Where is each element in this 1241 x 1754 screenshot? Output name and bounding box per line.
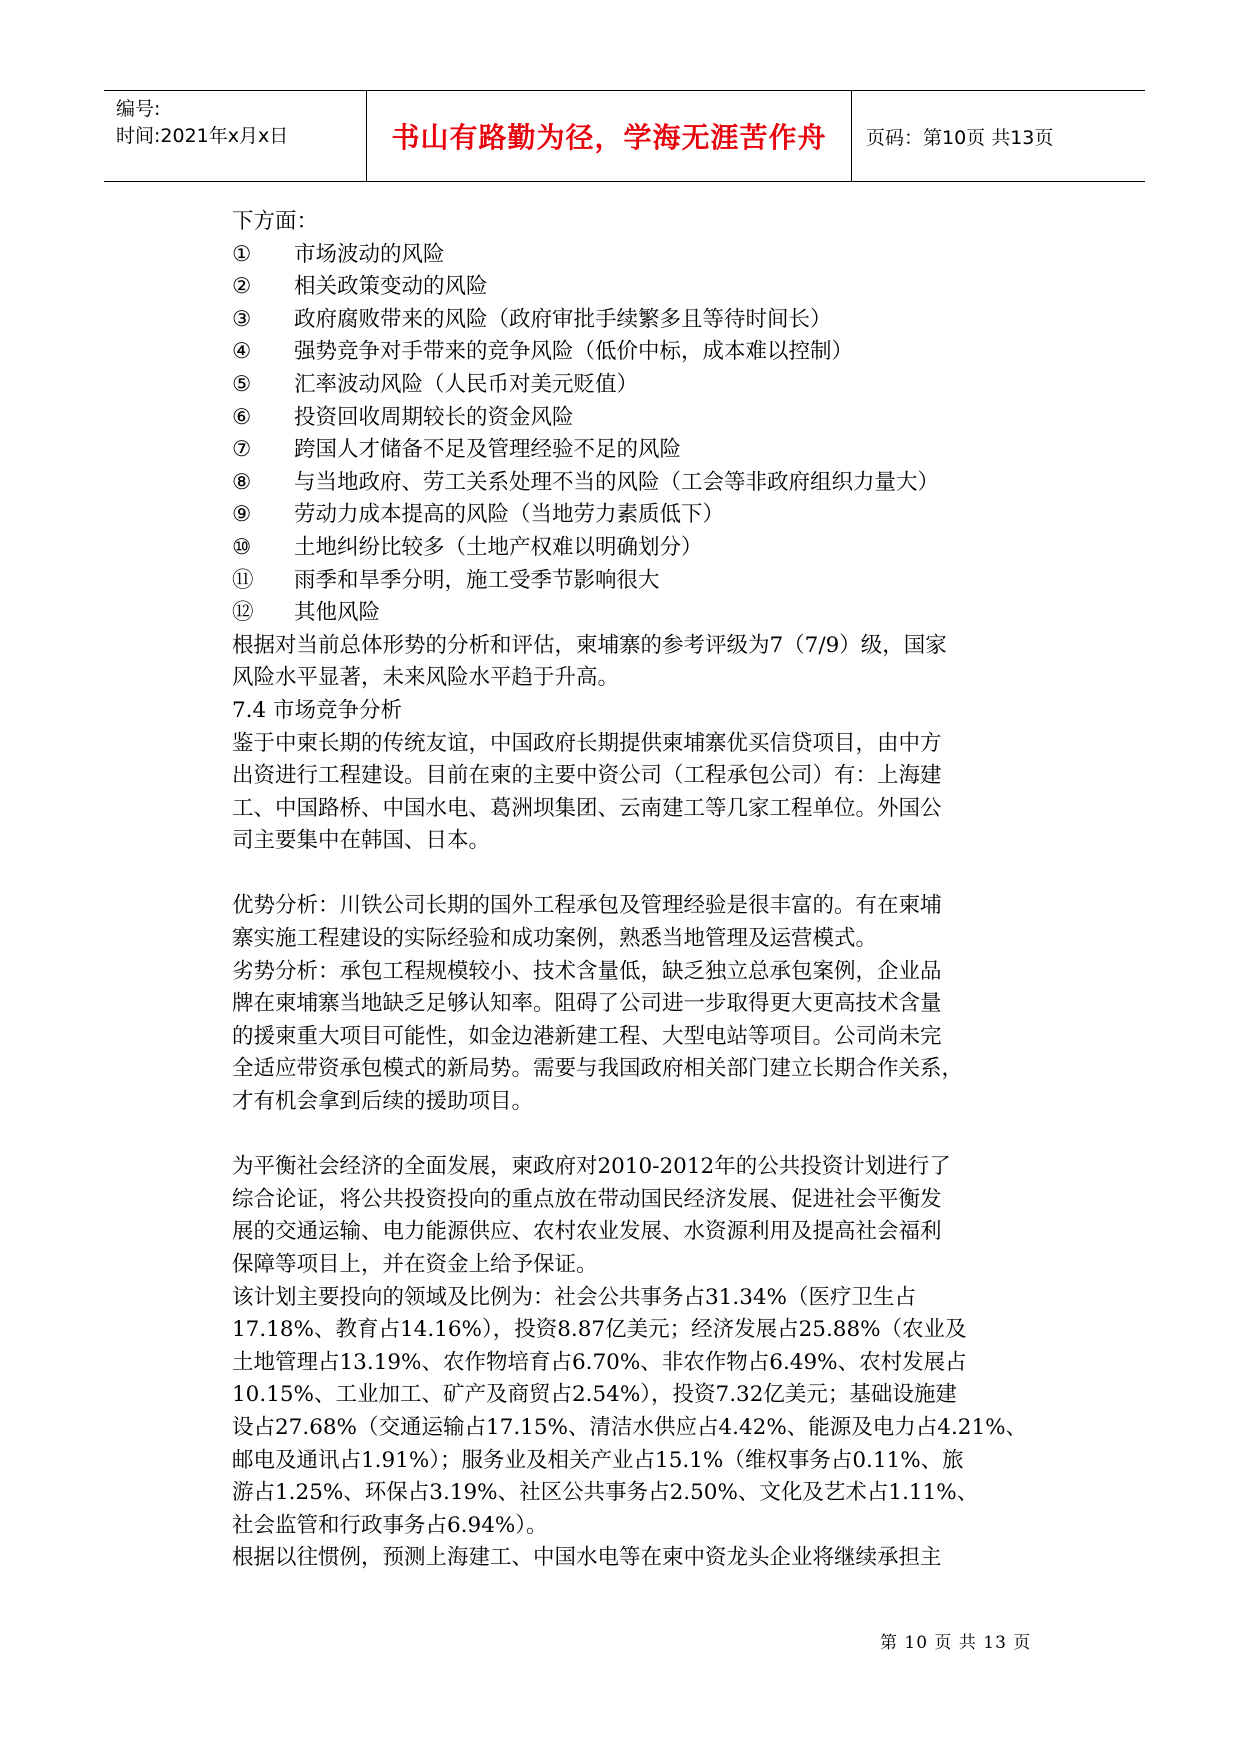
list-text: 市场波动的风险 xyxy=(294,241,445,267)
list-number: ③ xyxy=(232,306,252,332)
header-meta-cell xyxy=(104,91,367,181)
page-footer: 第 10 页 共 13 页 xyxy=(880,1633,1032,1653)
paragraph-line: 为平衡社会经济的全面发展，柬政府对2010-2012年的公共投资计划进行了 xyxy=(232,1154,951,1180)
list-number: ② xyxy=(232,274,252,300)
list-item xyxy=(232,271,1102,304)
list-number: ⑩ xyxy=(232,534,252,560)
paragraph-spacer xyxy=(232,858,1102,891)
paragraph-line: 才有机会拿到后续的援助项目。 xyxy=(232,1089,534,1115)
list-item xyxy=(232,239,1102,272)
risk-list xyxy=(232,239,1102,630)
list-number: ① xyxy=(232,241,252,267)
list-item xyxy=(232,597,1102,630)
list-number: ⑤ xyxy=(232,371,252,397)
weakness-paragraph xyxy=(232,956,1102,1119)
paragraph-line: 综合论证，将公共投资投向的重点放在带动国民经济发展、促进社会平衡发 xyxy=(232,1186,942,1212)
list-item xyxy=(232,369,1102,402)
list-number: ⑥ xyxy=(232,404,252,430)
list-number: ④ xyxy=(232,339,252,365)
header-motto: 书山有路勤为径，学海无涯苦作舟 xyxy=(367,91,852,181)
paragraph-line: 10.15%、工业加工、矿产及商贸占2.54%），投资7.32亿美元；基础设施建 xyxy=(232,1382,957,1408)
paragraph-line: 鉴于中柬长期的传统友谊，中国政府长期提供柬埔寨优买信贷项目，由中方 xyxy=(232,730,942,756)
section-title: 7.4 市场竞争分析 xyxy=(232,697,403,723)
plan-paragraph xyxy=(232,1151,1102,1281)
paragraph-line: 社会监管和行政事务占6.94%）。 xyxy=(232,1512,548,1538)
list-text: 与当地政府、劳工关系处理不当的风险（工会等非政府组织力量大） xyxy=(294,469,940,495)
list-item xyxy=(232,467,1102,500)
paragraph-line: 该计划主要投向的领域及比例为：社会公共事务占31.34%（医疗卫生占 xyxy=(232,1284,916,1310)
list-number: ⑫ xyxy=(232,600,254,626)
paragraph-line: 17.18%、教育占14.16%），投资8.87亿美元；经济发展占25.88%（农业及 xyxy=(232,1317,967,1343)
list-text: 投资回收周期较长的资金风险 xyxy=(294,404,574,430)
list-item xyxy=(232,402,1102,435)
paragraph-line: 司主要集中在韩国、日本。 xyxy=(232,828,491,854)
allocation-paragraph xyxy=(232,1282,1102,1543)
paragraph-line: 设占27.68%（交通运输占17.15%、清洁水供应占4.42%、能源及电力占4.21%、 xyxy=(232,1414,1028,1440)
paragraph-line: 优势分析：川铁公司长期的国外工程承包及管理经验是很丰富的。有在柬埔 xyxy=(232,893,942,919)
paragraph-line: 邮电及通讯占1.91%）；服务业及相关产业占15.1%（维权事务占0.11%、旅 xyxy=(232,1447,964,1473)
paragraph-spacer xyxy=(232,1119,1102,1152)
list-item xyxy=(232,336,1102,369)
paragraph-line: 保障等项目上，并在资金上给予保证。 xyxy=(232,1252,598,1277)
list-text: 其他风险 xyxy=(294,600,381,626)
paragraph-line: 寨实施工程建设的实际经验和成功案例，熟悉当地管理及运营模式。 xyxy=(232,926,878,952)
document-number-label: 编号: xyxy=(116,98,161,120)
list-item xyxy=(232,304,1102,337)
list-item xyxy=(232,434,1102,467)
closing-line: 根据以往惯例，预测上海建工、中国水电等在柬中资龙头企业将继续承担主 xyxy=(232,1545,942,1571)
paragraph-line: 土地管理占13.19%、农作物培育占6.70%、非农作物占6.49%、农村发展占 xyxy=(232,1349,967,1375)
list-text: 雨季和旱季分明，施工受季节影响很大 xyxy=(294,567,660,593)
list-number: ⑨ xyxy=(232,502,252,528)
list-item xyxy=(232,532,1102,565)
paragraph-line: 工、中国路桥、中国水电、葛洲坝集团、云南建工等几家工程单位。外国公 xyxy=(232,795,942,821)
competition-paragraph xyxy=(232,728,1102,858)
paragraph-line: 全适应带资承包模式的新局势。需要与我国政府相关部门建立长期合作关系， xyxy=(232,1056,964,1082)
paragraph-line: 展的交通运输、电力能源供应、农村农业发展、水资源利用及提高社会福利 xyxy=(232,1219,942,1245)
list-text: 强势竞争对手带来的竞争风险（低价中标，成本难以控制） xyxy=(294,339,854,365)
rating-paragraph xyxy=(232,630,1102,695)
list-text: 土地纠纷比较多（土地产权难以明确划分） xyxy=(294,534,703,560)
list-text: 汇率波动风险（人民币对美元贬值） xyxy=(294,371,639,397)
list-text: 劳动力成本提高的风险（当地劳力素质低下） xyxy=(294,502,725,528)
list-number: ⑦ xyxy=(232,437,252,463)
list-number: ⑪ xyxy=(232,567,254,593)
strength-paragraph xyxy=(232,890,1102,955)
paragraph-line: 出资进行工程建设。目前在柬的主要中资公司（工程承包公司）有：上海建 xyxy=(232,763,942,789)
document-header xyxy=(104,90,1145,182)
paragraph-line: 游占1.25%、环保占3.19%、社区公共事务占2.50%、文化及艺术占1.11%、 xyxy=(232,1480,979,1506)
paragraph-line: 的援柬重大项目可能性，如金边港新建工程、大型电站等项目。公司尚未完 xyxy=(232,1023,942,1049)
paragraph-line: 根据对当前总体形势的分析和评估，柬埔寨的参考评级为7（7/9）级，国家 xyxy=(232,632,947,658)
paragraph-line: 牌在柬埔寨当地缺乏足够认知率。阻碍了公司进一步取得更大更高技术含量 xyxy=(232,991,942,1017)
list-number: ⑧ xyxy=(232,469,252,495)
paragraph-line: 劣势分析：承包工程规模较小、技术含量低，缺乏独立总承包案例，企业品 xyxy=(232,958,942,984)
list-text: 跨国人才储备不足及管理经验不足的风险 xyxy=(294,437,682,463)
list-text: 政府腐败带来的风险（政府审批手续繁多且等待时间长） xyxy=(294,306,832,332)
document-body xyxy=(232,206,1102,1575)
list-item xyxy=(232,499,1102,532)
header-page-info: 页码：第10页 共13页 xyxy=(866,126,1054,149)
document-time-label: 时间:2021年x月x日 xyxy=(116,125,289,147)
list-item xyxy=(232,565,1102,598)
paragraph-line: 风险水平显著，未来风险水平趋于升高。 xyxy=(232,665,620,691)
list-text: 相关政策变动的风险 xyxy=(294,274,488,300)
intro-line: 下方面： xyxy=(232,209,319,234)
